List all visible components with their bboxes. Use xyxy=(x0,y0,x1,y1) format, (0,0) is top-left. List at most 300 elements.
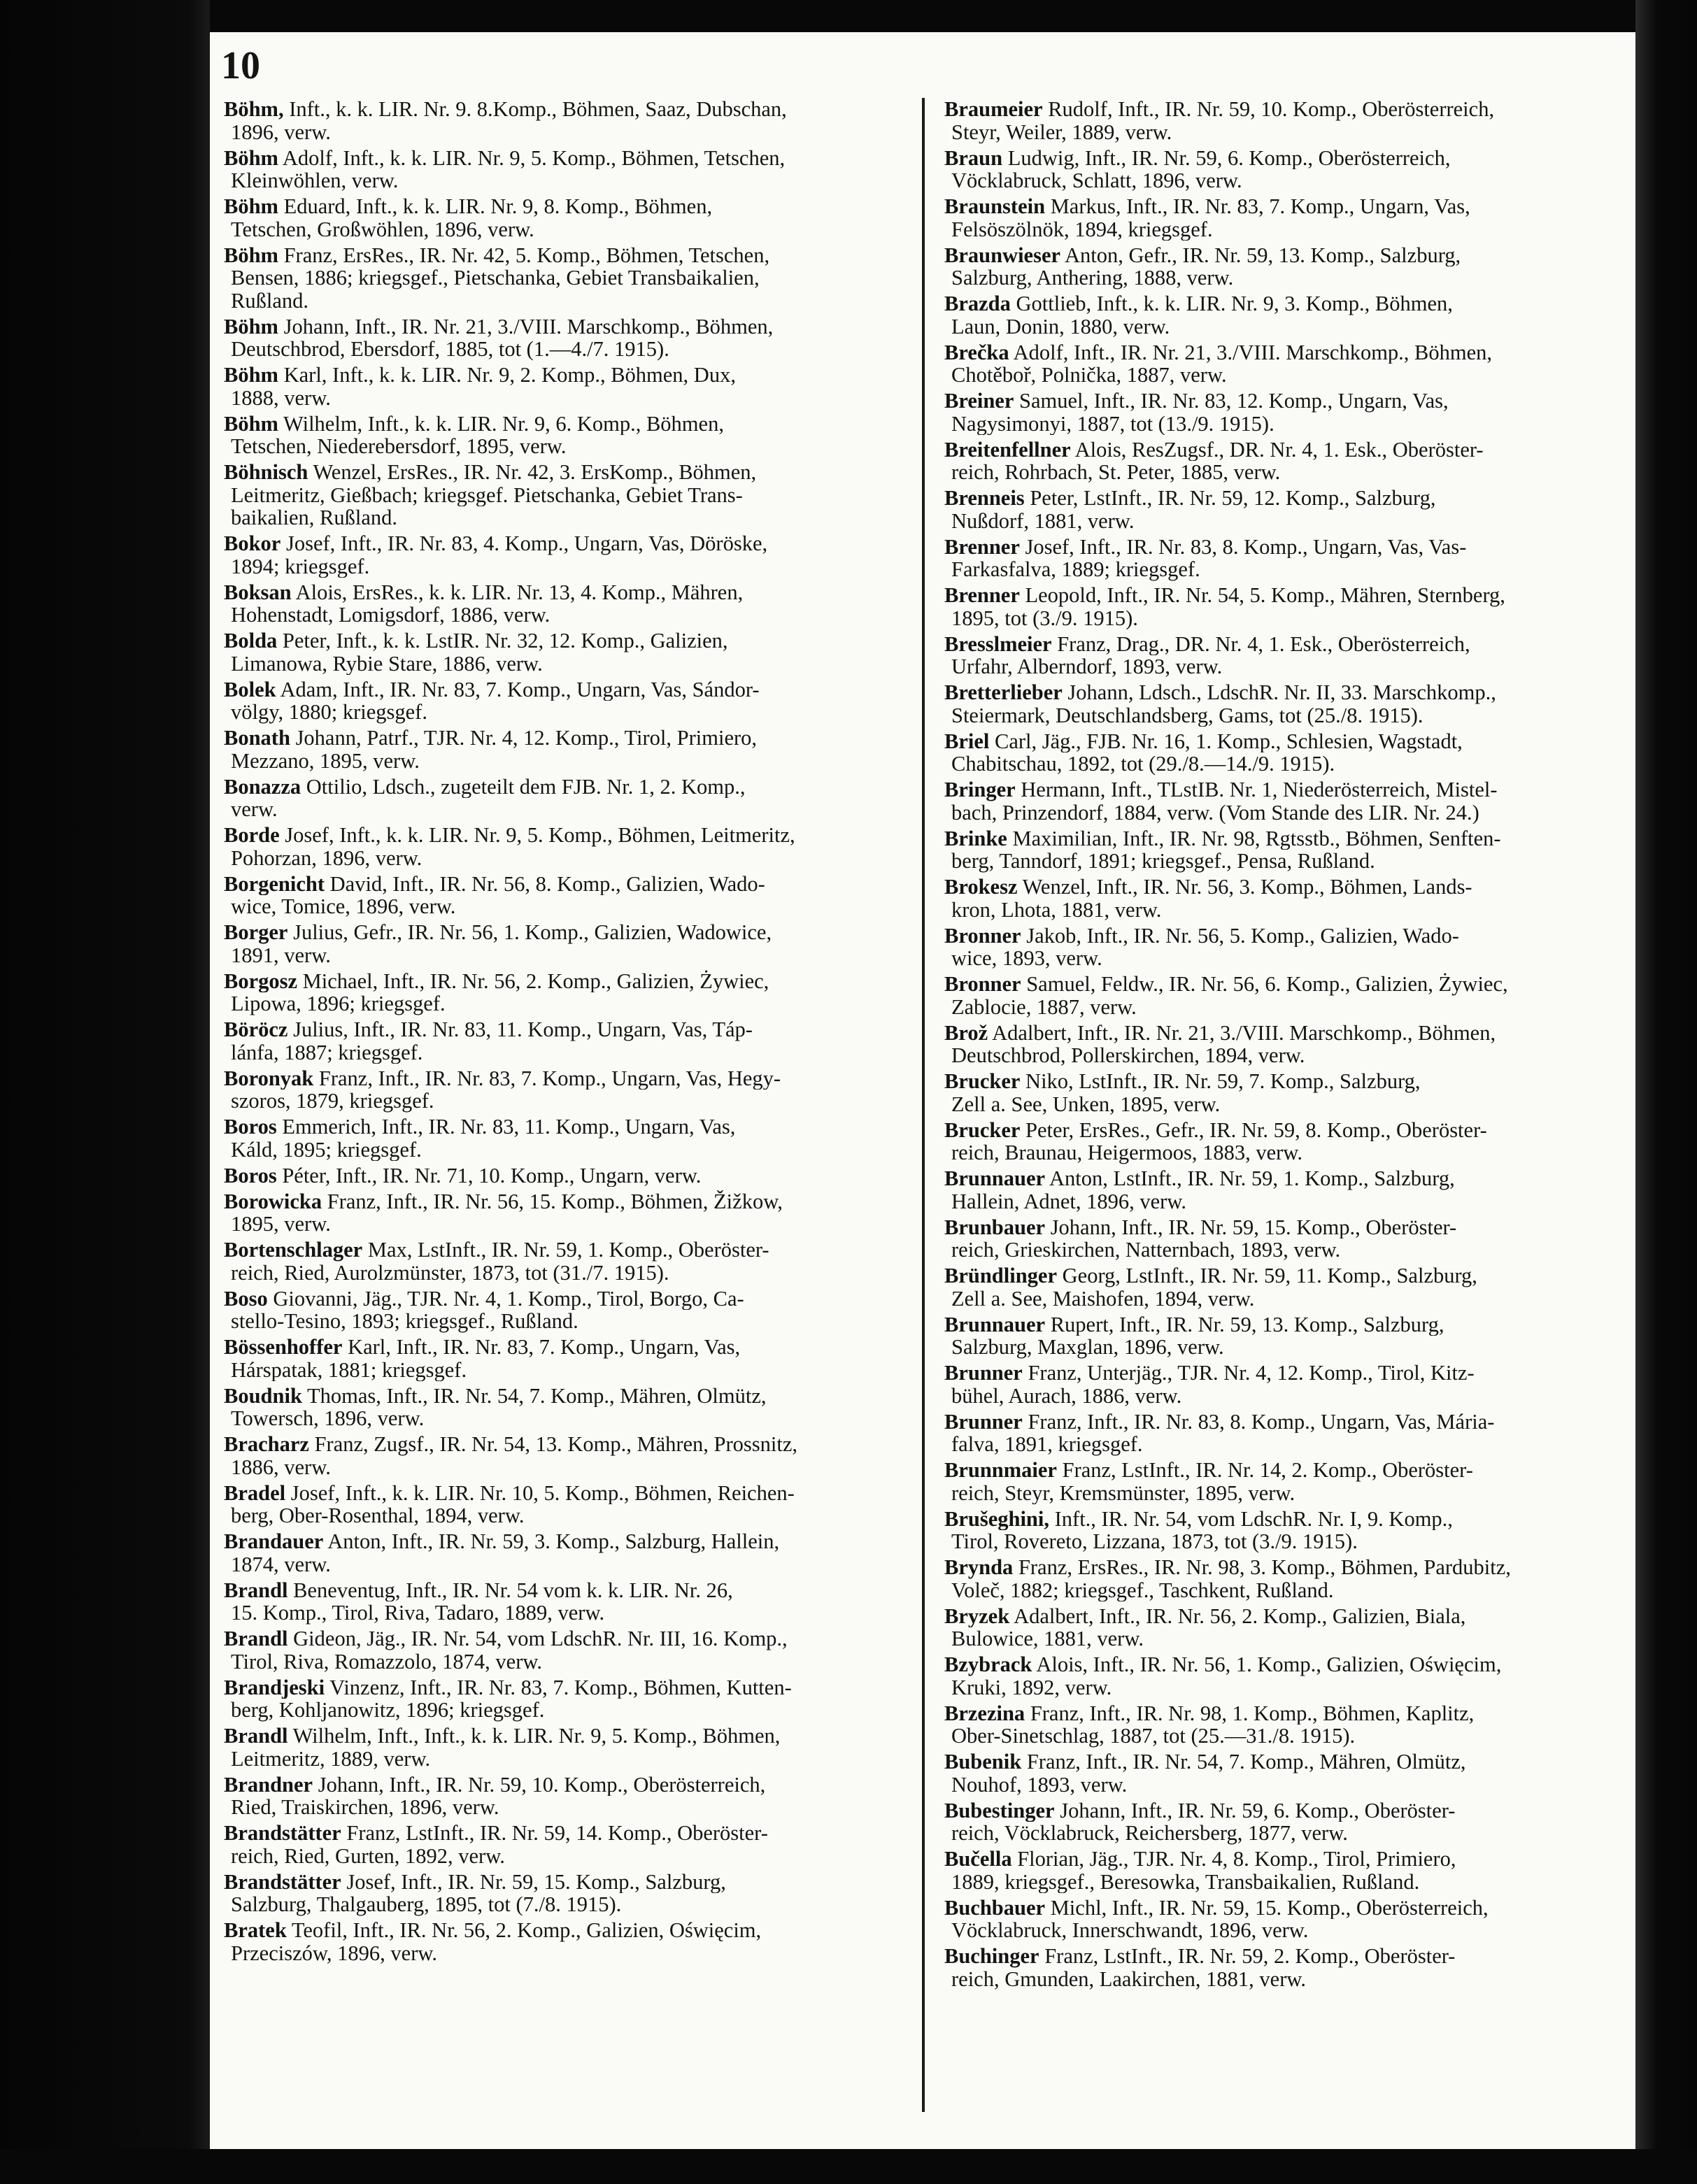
list-entry xyxy=(944,1411,1633,1456)
entry-continuation-line: Deutschbrod, Ebersdorf, 1885, tot (1.—4./7. 1915). xyxy=(231,338,669,361)
entry-first-line xyxy=(224,727,906,750)
entry-continuation-line: Urfahr, Alberndorf, 1893, verw. xyxy=(951,655,1223,678)
entry-continuation-line: Voleč, 1882; kriegsgef., Taschkent, Rußland. xyxy=(951,1578,1334,1601)
list-entry xyxy=(224,678,906,724)
entry-first-line xyxy=(944,98,1633,121)
entry-first-line xyxy=(944,1508,1633,1531)
entry-surname: Bretterlieber xyxy=(944,681,1063,704)
entry-first-line xyxy=(224,1530,906,1553)
entry-first-line xyxy=(944,536,1633,559)
list-entry xyxy=(224,1287,906,1333)
entry-first-line xyxy=(944,1945,1633,1968)
entry-details: Péter, Inft., IR. Nr. 71, 10. Komp., Ungarn, verw. xyxy=(276,1164,702,1187)
list-entry xyxy=(944,98,1633,143)
entry-continuation-line: lánfa, 1887; kriegsgef. xyxy=(231,1041,423,1064)
entry-continuation-line: Deutschbrod, Pollerskirchen, 1894, verw. xyxy=(951,1044,1305,1067)
entry-continuation-line: Laun, Donin, 1880, verw. xyxy=(951,315,1170,338)
list-entry xyxy=(224,1725,906,1770)
entry-surname: Bratek xyxy=(224,1919,287,1942)
entry-continuation-line: baikalien, Rußland. xyxy=(231,506,398,529)
entry-details: Anton, Gefr., IR. Nr. 59, 13. Komp., Salzburg, xyxy=(1060,243,1461,266)
list-entry xyxy=(224,195,906,241)
entry-first-line xyxy=(944,876,1633,899)
entry-surname: Boksan xyxy=(224,580,292,604)
list-entry xyxy=(224,873,906,918)
entry-continuation-line: falva, 1891, kriegsgef. xyxy=(951,1433,1143,1456)
entry-first-line xyxy=(224,315,906,338)
entry-continuation-line: Towersch, 1896, verw. xyxy=(231,1407,425,1430)
entry-continuation-line: szoros, 1879, kriegsgef. xyxy=(231,1090,434,1113)
list-entry xyxy=(224,1239,906,1284)
entry-surname: Braunwieser xyxy=(944,243,1061,266)
list-entry xyxy=(224,1627,906,1673)
entry-first-line xyxy=(944,244,1633,267)
entry-first-line xyxy=(944,292,1633,315)
entry-surname: Briel xyxy=(944,729,990,752)
entry-continuation-line: reich, Steyr, Kremsmünster, 1895, verw. xyxy=(951,1481,1295,1504)
entry-surname: Brunner xyxy=(944,1410,1023,1433)
list-entry xyxy=(944,244,1633,290)
entry-first-line xyxy=(944,1605,1633,1628)
entry-details: Josef, Inft., k. k. LIR. Nr. 9, 5. Komp., Böhmen, Leitmeritz, xyxy=(279,824,795,847)
entry-details: Franz, Inft., IR. Nr. 98, 1. Komp., Böhmen, Kaplitz, xyxy=(1025,1701,1475,1725)
entry-surname: Boronyak xyxy=(224,1066,314,1090)
list-entry xyxy=(224,532,906,578)
entry-details: Josef, Inft., IR. Nr. 83, 4. Komp., Ungarn, Vas, Döröske, xyxy=(281,532,768,555)
list-entry xyxy=(224,1190,906,1236)
list-entry xyxy=(944,1313,1633,1359)
list-entry xyxy=(224,364,906,409)
entry-first-line xyxy=(224,1067,906,1090)
entry-continuation-line: Vöcklabruck, Innerschwandt, 1896, verw. xyxy=(951,1919,1309,1942)
entry-details: Samuel, Feldw., IR. Nr. 56, 6. Komp., Galizien, Żywiec, xyxy=(1021,973,1508,996)
entry-surname: Brandl xyxy=(224,1578,288,1601)
entry-details: Thomas, Inft., IR. Nr. 54, 7. Komp., Mähren, Olmütz, xyxy=(301,1384,767,1407)
entry-first-line xyxy=(224,1627,906,1650)
entry-first-line xyxy=(944,973,1633,996)
entry-first-line xyxy=(944,1799,1633,1822)
entry-details: Florian, Jäg., TJR. Nr. 4, 8. Komp., Tirol, Primiero, xyxy=(1011,1848,1456,1871)
list-entry xyxy=(944,1459,1633,1504)
entry-continuation-line: reich, Ried, Gurten, 1892, verw. xyxy=(231,1844,505,1867)
list-entry xyxy=(944,487,1633,532)
entry-surname: Bubenik xyxy=(944,1750,1022,1773)
entry-continuation-line: Salzburg, Anthering, 1888, verw. xyxy=(951,266,1234,290)
entry-continuation-line: wice, 1893, verw. xyxy=(951,947,1102,970)
list-entry xyxy=(944,292,1633,338)
list-entry xyxy=(224,1115,906,1161)
entry-continuation-line: Tirol, Riva, Romazzolo, 1874, verw. xyxy=(231,1650,543,1673)
entry-first-line xyxy=(224,1287,906,1311)
entry-surname: Brynda xyxy=(944,1556,1014,1579)
entry-first-line xyxy=(224,581,906,604)
entry-details: Georg, LstInft., IR. Nr. 59, 11. Komp., Salzburg, xyxy=(1057,1264,1477,1287)
list-entry xyxy=(944,584,1633,629)
entry-continuation-line: Bensen, 1886; kriegsgef., Pietschanka, Gebiet Transbaikalien, xyxy=(231,266,760,290)
list-entry xyxy=(224,1871,906,1916)
entry-first-line xyxy=(944,1167,1633,1190)
entry-first-line xyxy=(224,1482,906,1505)
entry-first-line xyxy=(224,678,906,701)
entry-details: Wenzel, Inft., IR. Nr. 56, 3. Komp., Böhmen, Lands- xyxy=(1017,876,1472,899)
entry-details: Adalbert, Inft., IR. Nr. 21, 3./VIII. Marschkomp., Böhmen, xyxy=(988,1021,1496,1044)
entry-continuation-line: 15. Komp., Tirol, Riva, Tadaro, 1889, verw. xyxy=(231,1601,605,1625)
list-entry xyxy=(944,390,1633,435)
entry-first-line xyxy=(224,921,906,944)
entry-details: Wilhelm, Inft., Inft., k. k. LIR. Nr. 9, 5. Komp., Böhmen, xyxy=(287,1725,781,1748)
entry-first-line xyxy=(944,1216,1633,1239)
entry-first-line xyxy=(944,827,1633,850)
entry-details: Michl, Inft., IR. Nr. 59, 15. Komp., Oberösterreich, xyxy=(1045,1896,1489,1919)
entry-surname: Bzybrack xyxy=(944,1653,1032,1676)
entry-continuation-line: wice, Tomice, 1896, verw. xyxy=(231,895,456,918)
entry-details: Johann, Patrf., TJR. Nr. 4, 12. Komp., Tirol, Primiero, xyxy=(290,727,758,750)
entry-continuation-line: bühel, Aurach, 1886, verw. xyxy=(951,1384,1182,1407)
entry-surname: Brunnauer xyxy=(944,1313,1046,1336)
entry-continuation-line: Chotěboř, Polnička, 1887, verw. xyxy=(951,364,1227,387)
list-entry xyxy=(224,1676,906,1722)
entry-continuation-line: 1886, verw. xyxy=(231,1455,331,1478)
entry-first-line xyxy=(944,1897,1633,1920)
entry-details: Peter, ErsRes., Gefr., IR. Nr. 59, 8. Komp., Oberöster- xyxy=(1020,1118,1487,1141)
entry-continuation-line: stello-Tesino, 1893; kriegsgef., Rußland. xyxy=(231,1310,578,1333)
list-entry xyxy=(944,876,1633,921)
entry-continuation-line: reich, Ried, Aurolzmünster, 1873, tot (31./7. 1915). xyxy=(231,1261,669,1284)
entry-continuation-line: Ried, Traiskirchen, 1896, verw. xyxy=(231,1796,499,1819)
entry-first-line xyxy=(224,776,906,799)
entry-surname: Brokesz xyxy=(944,876,1018,899)
entry-first-line xyxy=(224,1115,906,1139)
entry-surname: Borger xyxy=(224,921,288,944)
entry-surname: Bokor xyxy=(224,532,281,555)
list-entry xyxy=(944,147,1633,192)
entry-details: Ludwig, Inft., IR. Nr. 59, 6. Komp., Oberösterreich, xyxy=(1002,146,1451,169)
entry-first-line xyxy=(944,487,1633,510)
entry-surname: Böröcz xyxy=(224,1018,288,1041)
entry-surname: Bronner xyxy=(944,973,1021,996)
entry-details: Adolf, Inft., IR. Nr. 21, 3./VIII. Marschkomp., Böhmen, xyxy=(1009,341,1493,364)
entry-continuation-line: 1889, kriegsgef., Beresowka, Transbaikalien, Rußland. xyxy=(951,1870,1420,1893)
list-entry xyxy=(944,925,1633,970)
entry-surname: Bössenhoffer xyxy=(224,1336,343,1359)
entry-continuation-line: Nouhof, 1893, verw. xyxy=(951,1773,1128,1796)
entry-continuation-line: Zell a. See, Maishofen, 1894, verw. xyxy=(951,1287,1255,1310)
entry-details: Franz, Inft., IR. Nr. 56, 15. Komp., Böhmen, Žižkow, xyxy=(322,1190,783,1213)
entry-continuation-line: Nußdorf, 1881, verw. xyxy=(951,509,1135,532)
entry-first-line xyxy=(944,1556,1633,1579)
entry-continuation-line: Leitmeritz, Gießbach; kriegsgef. Pietschanka, Gebiet Trans- xyxy=(231,483,743,506)
entry-continuation-line: 1895, verw. xyxy=(231,1213,331,1236)
entry-continuation-line: 1891, verw. xyxy=(231,943,331,966)
entry-surname: Brunner xyxy=(944,1362,1023,1385)
entry-details: Max, LstInft., IR. Nr. 59, 1. Komp., Oberöster- xyxy=(362,1239,769,1262)
scan-border-left xyxy=(0,0,210,2184)
entry-first-line xyxy=(944,1459,1633,1482)
entry-surname: Bonath xyxy=(224,727,290,750)
entry-first-line xyxy=(944,1750,1633,1773)
entry-continuation-line: Lipowa, 1896; kriegsgef. xyxy=(231,992,446,1015)
entry-continuation-line: völgy, 1880; kriegsgef. xyxy=(231,701,427,724)
entry-details: Franz, Drag., DR. Nr. 4, 1. Esk., Oberösterreich, xyxy=(1051,632,1470,655)
entry-surname: Brzezina xyxy=(944,1701,1025,1725)
entry-details: Julius, Inft., IR. Nr. 83, 11. Komp., Ungarn, Vas, Táp- xyxy=(287,1018,753,1041)
list-entry xyxy=(224,1482,906,1527)
entry-surname: Böhm xyxy=(224,195,278,218)
entry-continuation-line: 1896, verw. xyxy=(231,120,331,143)
entry-details: Franz, Inft., IR. Nr. 54, 7. Komp., Mähren, Olmütz, xyxy=(1021,1750,1466,1773)
entry-surname: Bonazza xyxy=(224,775,301,798)
entry-first-line xyxy=(944,1848,1633,1871)
entry-first-line xyxy=(224,1336,906,1359)
entry-details: Franz, LstInft., IR. Nr. 59, 2. Komp., Oberöster- xyxy=(1039,1945,1456,1968)
entry-details: Ottilio, Ldsch., zugeteilt dem FJB. Nr. 1, 2. Komp., xyxy=(301,775,746,798)
list-entry xyxy=(224,1018,906,1064)
entry-continuation-line: reich, Braunau, Heigermoos, 1883, verw. xyxy=(951,1141,1302,1164)
entry-first-line xyxy=(944,1313,1633,1336)
entry-surname: Bortenschlager xyxy=(224,1239,363,1262)
entry-continuation-line: Steiermark, Deutschlandsberg, Gams, tot (25./8. 1915). xyxy=(951,704,1423,727)
entry-surname: Brunbauer xyxy=(944,1215,1046,1239)
entry-continuation-line: Hallein, Adnet, 1896, verw. xyxy=(951,1190,1186,1213)
entry-continuation-line: Salzburg, Thalgauberg, 1895, tot (7./8. 1915). xyxy=(231,1893,622,1916)
list-entry xyxy=(944,1702,1633,1748)
list-entry xyxy=(224,1530,906,1576)
list-entry xyxy=(944,1264,1633,1310)
list-entry xyxy=(944,1653,1633,1699)
entry-details: Alois, Inft., IR. Nr. 56, 1. Komp., Galizien, Oświęcim, xyxy=(1032,1653,1502,1676)
entry-continuation-line: Kleinwöhlen, verw. xyxy=(231,169,399,192)
list-entry xyxy=(224,461,906,529)
entry-continuation-line: Vöcklabruck, Schlatt, 1896, verw. xyxy=(951,169,1242,192)
list-entry xyxy=(944,341,1633,387)
column-divider xyxy=(922,98,925,2112)
list-entry xyxy=(944,681,1633,727)
list-entry xyxy=(224,970,906,1015)
entry-surname: Brucker xyxy=(944,1070,1021,1093)
entry-first-line xyxy=(224,364,906,387)
entry-continuation-line: Leitmeritz, 1889, verw. xyxy=(231,1747,431,1770)
list-entry xyxy=(224,1336,906,1381)
entry-details: Maximilian, Inft., IR. Nr. 98, Rgtsstb., Böhmen, Senften- xyxy=(1007,827,1501,850)
entry-first-line xyxy=(224,1871,906,1894)
entry-first-line xyxy=(944,633,1633,656)
entry-first-line xyxy=(224,1433,906,1456)
entry-details: Adalbert, Inft., IR. Nr. 56, 2. Komp., Galizien, Biala, xyxy=(1009,1604,1466,1627)
entry-first-line xyxy=(944,341,1633,364)
entry-continuation-line: Bulowice, 1881, verw. xyxy=(951,1627,1144,1650)
list-entry xyxy=(224,1433,906,1478)
list-entry xyxy=(944,1119,1633,1164)
entry-surname: Brenner xyxy=(944,535,1020,558)
page-number: 10 xyxy=(221,44,260,87)
entry-surname: Bründlinger xyxy=(944,1264,1058,1287)
entry-details: Johann, Ldsch., LdschR. Nr. II, 33. Marschkomp., xyxy=(1062,681,1496,704)
entry-surname: Bronner xyxy=(944,924,1021,947)
entry-details: Josef, Inft., IR. Nr. 59, 15. Komp., Salzburg, xyxy=(341,1870,726,1893)
list-entry xyxy=(944,1070,1633,1115)
list-entry xyxy=(224,1164,906,1187)
entry-details: Alois, ResZugsf., DR. Nr. 4, 1. Esk., Oberöster- xyxy=(1070,438,1484,461)
entry-details: Giovanni, Jäg., TJR. Nr. 4, 1. Komp., Tirol, Borgo, Ca- xyxy=(267,1287,744,1310)
entry-first-line xyxy=(224,1773,906,1797)
entry-continuation-line: 1874, verw. xyxy=(231,1553,331,1576)
entry-continuation-line: Mezzano, 1895, verw. xyxy=(231,749,420,772)
list-entry xyxy=(224,824,906,869)
list-entry xyxy=(224,629,906,675)
entry-details: Markus, Inft., IR. Nr. 83, 7. Komp., Ungarn, Vas, xyxy=(1045,195,1470,218)
entry-details: Franz, ErsRes., IR. Nr. 98, 3. Komp., Böhmen, Pardubitz, xyxy=(1013,1556,1511,1579)
entry-details: Inft., IR. Nr. 54, vom LdschR. Nr. I, 9. Komp., xyxy=(1049,1507,1453,1530)
entry-surname: Böhm xyxy=(224,315,278,338)
entry-first-line xyxy=(944,1070,1633,1093)
entry-first-line xyxy=(224,629,906,652)
left-column xyxy=(224,98,906,1968)
entry-continuation-line: Tetschen, Großwöhlen, 1896, verw. xyxy=(231,217,534,241)
entry-details: Karl, Inft., IR. Nr. 83, 7. Komp., Ungarn, Vas, xyxy=(342,1336,741,1359)
list-entry xyxy=(224,98,906,143)
entry-details: Peter, Inft., k. k. LstIR. Nr. 32, 12. Komp., Galizien, xyxy=(277,629,728,652)
entry-details: Anton, LstInft., IR. Nr. 59, 1. Komp., Salzburg, xyxy=(1045,1167,1455,1190)
entry-surname: Brenneis xyxy=(944,487,1025,510)
entry-first-line xyxy=(944,1411,1633,1434)
entry-first-line xyxy=(224,461,906,484)
list-entry xyxy=(944,1022,1633,1067)
entry-surname: Böhm, xyxy=(224,98,284,121)
entry-details: Samuel, Inft., IR. Nr. 83, 12. Komp., Ungarn, Vas, xyxy=(1014,390,1449,413)
entry-details: Rudolf, Inft., IR. Nr. 59, 10. Komp., Oberösterreich, xyxy=(1042,98,1495,121)
entry-details: Franz, LstInft., IR. Nr. 59, 14. Komp., Oberöster- xyxy=(341,1822,768,1845)
list-entry xyxy=(944,1605,1633,1650)
entry-first-line xyxy=(224,824,906,847)
entry-first-line xyxy=(944,195,1633,218)
entry-details: Johann, Inft., IR. Nr. 59, 6. Komp., Oberöster- xyxy=(1054,1799,1456,1822)
list-entry xyxy=(944,1508,1633,1553)
entry-surname: Bresslmeier xyxy=(944,632,1052,655)
entry-continuation-line: Tirol, Rovereto, Lizzana, 1873, tot (3./9. 1915). xyxy=(951,1530,1358,1553)
list-entry xyxy=(944,730,1633,776)
entry-first-line xyxy=(224,195,906,218)
list-entry xyxy=(944,1897,1633,1942)
entry-surname: Brandner xyxy=(224,1773,313,1796)
entry-surname: Breitenfellner xyxy=(944,438,1071,461)
entry-continuation-line: reich, Gmunden, Laakirchen, 1881, verw. xyxy=(951,1967,1307,1990)
entry-continuation-line: reich, Vöcklabruck, Reichersberg, 1877, verw. xyxy=(951,1822,1348,1845)
entry-continuation-line: reich, Rohrbach, St. Peter, 1885, verw. xyxy=(951,461,1281,484)
entry-first-line xyxy=(224,1822,906,1845)
entry-surname: Brenner xyxy=(944,584,1020,607)
entry-surname: Böhm xyxy=(224,412,278,435)
entry-details: Julius, Gefr., IR. Nr. 56, 1. Komp., Galizien, Wadowice, xyxy=(287,921,772,944)
list-entry xyxy=(944,1799,1633,1845)
list-entry xyxy=(944,1167,1633,1213)
entry-details: Leopold, Inft., IR. Nr. 54, 5. Komp., Mähren, Sternberg, xyxy=(1019,584,1505,607)
entry-details: Franz, ErsRes., IR. Nr. 42, 5. Komp., Böhmen, Tetschen, xyxy=(278,243,770,266)
list-entry xyxy=(944,536,1633,581)
list-entry xyxy=(944,1362,1633,1407)
entry-continuation-line: Tetschen, Niederebersdorf, 1895, verw. xyxy=(231,435,567,458)
entry-surname: Böhm xyxy=(224,243,278,266)
entry-first-line xyxy=(944,925,1633,948)
entry-details: Peter, LstInft., IR. Nr. 59, 12. Komp., Salzburg, xyxy=(1024,487,1436,510)
right-column xyxy=(944,98,1633,1994)
entry-first-line xyxy=(944,584,1633,607)
entry-details: Hermann, Inft., TLstIB. Nr. 1, Niederösterreich, Mistel- xyxy=(1015,778,1498,801)
entry-details: Adolf, Inft., k. k. LIR. Nr. 9, 5. Komp., Böhmen, Tetschen, xyxy=(278,146,786,169)
scan-border-bottom xyxy=(0,2149,1697,2184)
entry-first-line xyxy=(224,1725,906,1748)
entry-surname: Borgenicht xyxy=(224,872,325,895)
entry-continuation-line: 1894; kriegsgef. xyxy=(231,555,370,578)
entry-continuation-line: Salzburg, Maxglan, 1896, verw. xyxy=(951,1336,1224,1359)
entry-details: Gideon, Jäg., IR. Nr. 54, vom LdschR. Nr. III, 16. Komp., xyxy=(287,1627,788,1650)
entry-surname: Bringer xyxy=(944,778,1016,801)
list-entry xyxy=(944,778,1633,824)
entry-continuation-line: Zablocie, 1887, verw. xyxy=(951,995,1137,1018)
entry-details: Rupert, Inft., IR. Nr. 59, 13. Komp., Salzburg, xyxy=(1045,1313,1444,1336)
entry-details: Eduard, Inft., k. k. LIR. Nr. 9, 8. Komp., Böhmen, xyxy=(278,195,713,218)
entry-first-line xyxy=(944,1702,1633,1725)
entry-continuation-line: verw. xyxy=(231,798,278,821)
entry-first-line xyxy=(944,681,1633,704)
list-entry xyxy=(224,1579,906,1625)
list-entry xyxy=(224,147,906,192)
entry-surname: Braumeier xyxy=(944,98,1043,121)
list-entry xyxy=(224,1822,906,1867)
entry-details: Wilhelm, Inft., k. k. LIR. Nr. 9, 6. Komp., Böhmen, xyxy=(278,412,724,435)
entry-continuation-line: Káld, 1895; kriegsgef. xyxy=(231,1138,422,1161)
entry-surname: Brušeghini, xyxy=(944,1507,1049,1530)
entry-details: Johann, Inft., IR. Nr. 59, 15. Komp., Oberöster- xyxy=(1045,1215,1457,1239)
list-entry xyxy=(944,1556,1633,1601)
entry-continuation-line: Rußland. xyxy=(231,289,308,312)
entry-details: Alois, ErsRes., k. k. LIR. Nr. 13, 4. Komp., Mähren, xyxy=(291,580,744,604)
entry-first-line xyxy=(944,1264,1633,1287)
entry-details: Karl, Inft., k. k. LIR. Nr. 9, 2. Komp., Böhmen, Dux, xyxy=(278,364,736,387)
entry-details: Franz, Zugsf., IR. Nr. 54, 13. Komp., Mähren, Prossnitz, xyxy=(308,1433,798,1456)
entry-first-line xyxy=(224,413,906,436)
list-entry xyxy=(944,1945,1633,1990)
entry-surname: Bolek xyxy=(224,678,276,701)
entry-surname: Brucker xyxy=(944,1118,1021,1141)
entry-continuation-line: Farkasfalva, 1889; kriegsgef. xyxy=(951,558,1200,581)
entry-continuation-line: bach, Prinzendorf, 1884, verw. (Vom Stande des LIR. Nr. 24.) xyxy=(951,801,1479,824)
entry-details: Vinzenz, Inft., IR. Nr. 83, 7. Komp., Böhmen, Kutten- xyxy=(325,1676,792,1699)
entry-surname: Boudnik xyxy=(224,1384,302,1407)
entry-surname: Brandl xyxy=(224,1627,288,1650)
entry-continuation-line: Chabitschau, 1892, tot (29./8.—14./9. 1915). xyxy=(951,752,1335,776)
entry-continuation-line: kron, Lhota, 1881, verw. xyxy=(951,898,1162,921)
entry-continuation-line: Hárspatak, 1881; kriegsgef. xyxy=(231,1358,467,1381)
list-entry xyxy=(224,581,906,627)
entry-surname: Borowicka xyxy=(224,1190,322,1213)
list-entry xyxy=(224,1385,906,1430)
entry-first-line xyxy=(944,1022,1633,1045)
entry-surname: Bryzek xyxy=(944,1604,1010,1627)
entry-first-line xyxy=(224,147,906,170)
entry-surname: Bubestinger xyxy=(944,1799,1055,1822)
entry-continuation-line: 1895, tot (3./9. 1915). xyxy=(951,606,1138,629)
list-entry xyxy=(944,195,1633,241)
entry-surname: Breiner xyxy=(944,390,1014,413)
entry-continuation-line: Ober-Sinetschlag, 1887, tot (25.—31./8. 1915). xyxy=(951,1725,1356,1748)
entry-continuation-line: reich, Grieskirchen, Natternbach, 1893, verw. xyxy=(951,1239,1341,1262)
entry-details: Beneventug, Inft., IR. Nr. 54 vom k. k. LIR. Nr. 26, xyxy=(287,1578,733,1601)
list-entry xyxy=(224,776,906,821)
list-entry xyxy=(224,921,906,966)
list-entry xyxy=(944,1750,1633,1796)
entry-first-line xyxy=(224,1919,906,1942)
entry-surname: Brandstätter xyxy=(224,1870,341,1893)
